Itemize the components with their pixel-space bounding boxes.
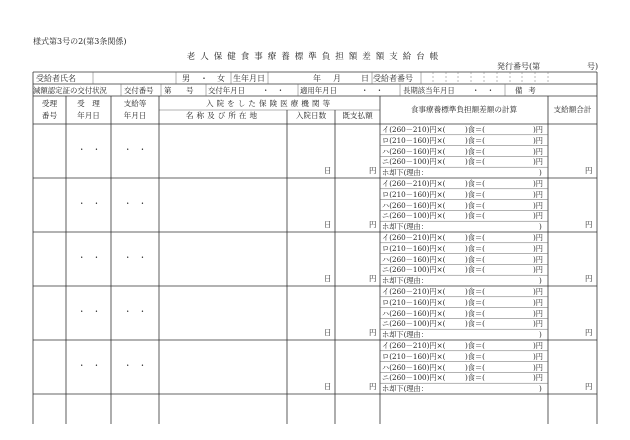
reception-date-dots: ・ ・ bbox=[78, 361, 101, 370]
rejection-reason-label: ホ却下(理由： bbox=[382, 222, 428, 232]
reception-date-dots: ・ ・ bbox=[78, 199, 101, 208]
cert-number-field: 第 号 bbox=[164, 86, 194, 95]
payment-date-dots: ・ ・ bbox=[124, 307, 147, 316]
long-term-date-dots: ・ ・ bbox=[472, 86, 495, 95]
calc-line-end: )円 bbox=[533, 211, 543, 221]
calc-line-end: )円 bbox=[533, 125, 543, 134]
calc-line-mid: )食＝( bbox=[465, 243, 485, 253]
already-paid-unit: 円 bbox=[369, 166, 377, 175]
calc-line-label: イ(260－210)円×( bbox=[382, 179, 446, 188]
total-payment-unit: 円 bbox=[585, 166, 593, 175]
col-payment-date-2: 年月日 bbox=[123, 111, 147, 120]
long-term-date-label: 長期該当年月日 bbox=[403, 86, 455, 95]
col-calculation: 食事療養標準負担額差額の計算 bbox=[410, 105, 518, 114]
total-payment-unit: 円 bbox=[585, 274, 593, 283]
calc-line-end: )円 bbox=[533, 341, 543, 350]
total-payment-unit: 円 bbox=[585, 382, 593, 391]
calc-line-label: ニ(260－100)円×( bbox=[382, 373, 446, 383]
birth-day-unit: 日 bbox=[361, 74, 369, 83]
issue-date-dots: ・ ・ bbox=[262, 86, 285, 95]
already-paid-unit: 円 bbox=[369, 328, 377, 337]
issue-date-label: 交付年月日 bbox=[208, 86, 245, 95]
calc-line-end: )円 bbox=[533, 308, 543, 318]
calc-line-label: イ(260－210)円×( bbox=[382, 287, 446, 296]
calc-line-mid: )食＝( bbox=[465, 341, 485, 350]
inpatient-days-unit: 日 bbox=[324, 166, 332, 175]
inpatient-days-unit: 日 bbox=[324, 220, 332, 229]
form-label: 様式第3号の2(第3条関係) bbox=[33, 37, 127, 46]
calc-line-mid: )食＝( bbox=[465, 200, 485, 210]
recipient-number-label: 受給者番号 bbox=[373, 74, 413, 83]
rejection-reason-label: ホ却下(理由： bbox=[382, 384, 428, 394]
calc-line-end: )円 bbox=[533, 297, 543, 307]
calc-line-end: )円 bbox=[533, 265, 543, 275]
col-payment-date-1: 支給等 bbox=[123, 99, 147, 108]
calc-line-end: )円 bbox=[533, 243, 543, 253]
calc-line-end: )円 bbox=[533, 319, 543, 329]
calc-line-mid: )食＝( bbox=[465, 189, 485, 199]
col-hospital-group: 入院をした保険医療機関等 bbox=[205, 99, 334, 108]
calc-line-label: ハ(260－160)円×( bbox=[382, 308, 446, 318]
reception-date-dots: ・ ・ bbox=[78, 253, 101, 262]
rejection-reason-label: ホ却下(理由： bbox=[382, 276, 428, 286]
issue-number-suffix: 号) bbox=[587, 62, 599, 71]
issue-number-prefix: 発行番号(第 bbox=[497, 62, 541, 71]
rejection-reason-end: ) bbox=[539, 222, 542, 232]
calc-line-label: ニ(260－100)円×( bbox=[382, 157, 446, 167]
female-label: 女 bbox=[217, 74, 225, 83]
rejection-reason-label: ホ却下(理由： bbox=[382, 330, 428, 340]
calc-line-end: )円 bbox=[533, 200, 543, 210]
col-name-location: 名称及び所在地 bbox=[185, 111, 261, 120]
reduction-cert-label: 減額認定証の交付状況 bbox=[33, 86, 107, 95]
rejection-reason-label: ホ却下(理由： bbox=[382, 168, 428, 178]
already-paid-unit: 円 bbox=[369, 382, 377, 391]
reception-date-dots: ・ ・ bbox=[78, 307, 101, 316]
calc-line-mid: )食＝( bbox=[465, 287, 485, 296]
inpatient-days-unit: 日 bbox=[324, 382, 332, 391]
calc-line-end: )円 bbox=[533, 189, 543, 199]
total-payment-unit: 円 bbox=[585, 220, 593, 229]
calc-line-label: ハ(260－160)円×( bbox=[382, 146, 446, 156]
calc-line-mid: )食＝( bbox=[465, 265, 485, 275]
calc-line-label: ニ(260－100)円×( bbox=[382, 211, 446, 221]
calc-line-label: ニ(260－100)円×( bbox=[382, 319, 446, 329]
calc-line-label: ロ(210－160)円×( bbox=[382, 189, 446, 199]
calc-line-mid: )食＝( bbox=[465, 179, 485, 188]
calc-line-label: ハ(260－160)円×( bbox=[382, 200, 446, 210]
col-total-payment: 支給額合計 bbox=[553, 105, 592, 114]
calc-line-end: )円 bbox=[533, 373, 543, 383]
rejection-reason-end: ) bbox=[539, 330, 542, 340]
calc-line-end: )円 bbox=[533, 157, 543, 167]
payment-date-dots: ・ ・ bbox=[124, 361, 147, 370]
col-reception-date-2: 年月日 bbox=[77, 111, 100, 120]
recipient-name-label: 受給者氏名 bbox=[36, 74, 76, 83]
birth-year-unit: 年 bbox=[313, 74, 321, 83]
page-title: 老人保健食事療養標準負担額差額支給台帳 bbox=[186, 52, 444, 62]
reception-date-dots: ・ ・ bbox=[78, 145, 101, 154]
calc-line-mid: )食＝( bbox=[465, 308, 485, 318]
effective-date-label: 適用年月日 bbox=[300, 86, 337, 95]
calc-line-label: ハ(260－160)円×( bbox=[382, 362, 446, 372]
male-label: 男 bbox=[182, 74, 190, 83]
calc-line-end: )円 bbox=[533, 287, 543, 296]
calc-line-mid: )食＝( bbox=[465, 297, 485, 307]
calc-line-label: ハ(260－160)円×( bbox=[382, 254, 446, 264]
col-inpatient-days: 入院日数 bbox=[295, 111, 327, 120]
calc-line-mid: )食＝( bbox=[465, 135, 485, 145]
calc-line-end: )円 bbox=[533, 135, 543, 145]
col-reception-number-1: 受理 bbox=[41, 99, 58, 108]
rejection-reason-end: ) bbox=[539, 168, 542, 178]
total-payment-unit: 円 bbox=[585, 328, 593, 337]
inpatient-days-unit: 日 bbox=[324, 328, 332, 337]
calc-line-mid: )食＝( bbox=[465, 362, 485, 372]
issue-number-label: 交付番号 bbox=[124, 86, 154, 95]
payment-date-dots: ・ ・ bbox=[124, 199, 147, 208]
calc-line-end: )円 bbox=[533, 233, 543, 242]
calc-line-end: )円 bbox=[533, 146, 543, 156]
already-paid-unit: 円 bbox=[369, 220, 377, 229]
effective-date-dots: ・ ・ bbox=[361, 86, 384, 95]
gender-dot: ・ bbox=[200, 74, 208, 83]
birth-date-label: 生年月日 bbox=[233, 74, 265, 83]
rejection-reason-end: ) bbox=[539, 276, 542, 286]
calc-line-mid: )食＝( bbox=[465, 146, 485, 156]
calc-line-label: イ(260－210)円×( bbox=[382, 125, 446, 134]
col-already-paid: 既支払額 bbox=[342, 111, 373, 120]
calc-line-label: ニ(260－100)円×( bbox=[382, 265, 446, 275]
calc-line-end: )円 bbox=[533, 351, 543, 361]
rejection-reason-end: ) bbox=[539, 384, 542, 394]
calc-line-label: イ(260－210)円×( bbox=[382, 233, 446, 242]
inpatient-days-unit: 日 bbox=[324, 274, 332, 283]
calc-line-mid: )食＝( bbox=[465, 254, 485, 264]
calc-line-label: イ(260－210)円×( bbox=[382, 341, 446, 350]
calc-line-label: ロ(210－160)円×( bbox=[382, 135, 446, 145]
payment-date-dots: ・ ・ bbox=[124, 253, 147, 262]
already-paid-unit: 円 bbox=[369, 274, 377, 283]
calc-line-mid: )食＝( bbox=[465, 373, 485, 383]
calc-line-label: ロ(210－160)円×( bbox=[382, 297, 446, 307]
col-reception-number-2: 番号 bbox=[41, 111, 58, 120]
birth-month-unit: 月 bbox=[333, 74, 341, 83]
payment-date-dots: ・ ・ bbox=[124, 145, 147, 154]
calc-line-label: ロ(210－160)円×( bbox=[382, 243, 446, 253]
calc-line-mid: )食＝( bbox=[465, 233, 485, 242]
col-reception-date-1: 受 理 bbox=[77, 99, 100, 108]
calc-line-end: )円 bbox=[533, 362, 543, 372]
calc-line-mid: )食＝( bbox=[465, 351, 485, 361]
calc-line-end: )円 bbox=[533, 179, 543, 188]
calc-line-mid: )食＝( bbox=[465, 125, 485, 134]
calc-line-end: )円 bbox=[533, 254, 543, 264]
calc-line-label: ロ(210－160)円×( bbox=[382, 351, 446, 361]
calc-line-mid: )食＝( bbox=[465, 319, 485, 329]
calc-line-mid: )食＝( bbox=[465, 157, 485, 167]
calc-line-mid: )食＝( bbox=[465, 211, 485, 221]
remarks-label: 備考 bbox=[515, 86, 542, 95]
